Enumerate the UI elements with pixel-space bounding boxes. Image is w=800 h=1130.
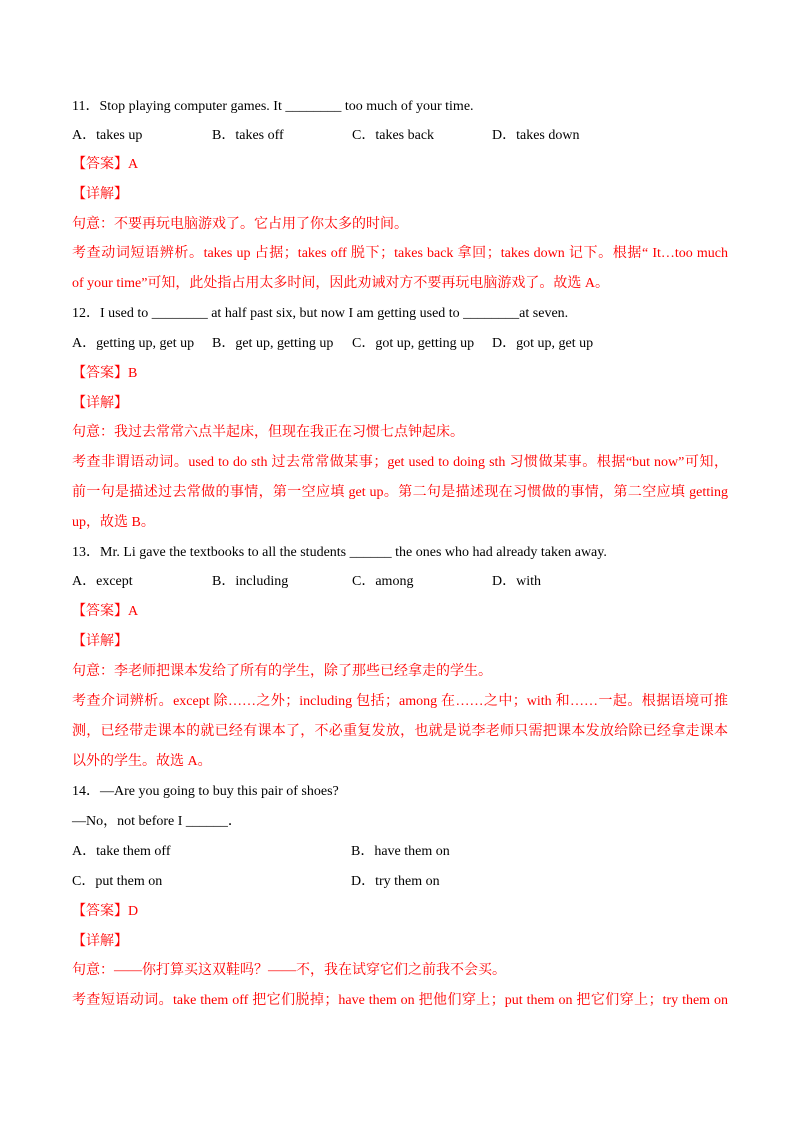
question-12-analysis-line-1: 考查非谓语动词。used to do sth 过去常常做某事；get used to doing sth 习惯做某事。根据“but now”可知， <box>72 455 728 470</box>
option-c: C．put them on <box>72 874 163 889</box>
option-c: C．among <box>352 574 414 589</box>
question-13-analysis-line-3: 以外的学生。故选 A。 <box>72 754 212 769</box>
option-b: B．including <box>212 574 289 589</box>
option-a: A．getting up, get up <box>72 336 195 351</box>
question-12-detail-label: 【详解】 <box>72 396 128 411</box>
question-11-meaning: 句意：不要再玩电脑游戏了。它占用了你太多的时间。 <box>72 217 408 232</box>
option-a: A．except <box>72 574 133 589</box>
option-d: D．try them on <box>351 874 440 889</box>
option-c: C．got up, getting up <box>352 336 475 351</box>
question-12-analysis-line-2: 前一句是描述过去常做的事情，第一空应填 get up。第二句是描述现在习惯做的事情，第二空应填 getting <box>72 485 728 500</box>
question-13-detail-label: 【详解】 <box>72 634 128 649</box>
question-11-analysis-line-2: of your time”可知，此处指占用太多时间，因此劝诫对方不要再玩电脑游戏了。故选 A。 <box>72 276 610 291</box>
question-14-answer: 【答案】D <box>72 904 139 919</box>
question-13-analysis-line-2: 测，已经带走课本的就已经有课本了，不必重复发放，也就是说李老师只需把课本发放给除已经拿走课本 <box>72 724 728 739</box>
question-13-analysis-line-1: 考查介词辨析。except 除……之外；including 包括；among 在……之中；with 和……一起。根据语境可推 <box>72 694 728 709</box>
option-a: A．take them off <box>72 844 171 859</box>
option-d: D．takes down <box>492 128 580 143</box>
question-13-stem: 13．Mr. Li gave the textbooks to all the students ______ the ones who had already taken away. <box>72 545 607 560</box>
question-12-meaning: 句意：我过去常常六点半起床，但现在我正在习惯七点钟起床。 <box>72 425 464 440</box>
question-12-stem: 12．I used to ________ at half past six, but now I am getting used to ________at seven. <box>72 306 569 321</box>
question-14-stem-line-2: —No，not before I ______． <box>72 814 242 829</box>
question-12-answer: 【答案】B <box>72 366 138 381</box>
option-b: B．have them on <box>351 844 450 859</box>
question-14-analysis-line-1: 考查短语动词。take them off 把它们脱掉；have them on 把他们穿上；put them on 把它们穿上；try them on <box>72 993 728 1008</box>
question-14-stem-line-1: 14．—Are you going to buy this pair of shoes? <box>72 784 339 799</box>
option-d: D．with <box>492 574 541 589</box>
option-c: C．takes back <box>352 128 435 143</box>
question-11-analysis-line-1: 考查动词短语辨析。takes up 占据；takes off 脱下；takes back 拿回；takes down 记下。根据“ It…too much <box>72 246 728 261</box>
question-12-analysis-line-3: up，故选 B。 <box>72 515 155 530</box>
question-14-meaning: 句意：——你打算买这双鞋吗？——不，我在试穿它们之前我不会买。 <box>72 963 506 978</box>
option-b: B．takes off <box>212 128 284 143</box>
question-14-detail-label: 【详解】 <box>72 934 128 949</box>
option-d: D．got up, get up <box>492 336 594 351</box>
option-b: B．get up, getting up <box>212 336 334 351</box>
question-11-answer: 【答案】A <box>72 157 139 172</box>
question-13-meaning: 句意：李老师把课本发给了所有的学生，除了那些已经拿走的学生。 <box>72 664 492 679</box>
question-11-stem: 11．Stop playing computer games. It ________ too much of your time. <box>72 99 474 114</box>
question-11-detail-label: 【详解】 <box>72 187 128 202</box>
option-a: A．takes up <box>72 128 143 143</box>
question-13-answer: 【答案】A <box>72 604 139 619</box>
